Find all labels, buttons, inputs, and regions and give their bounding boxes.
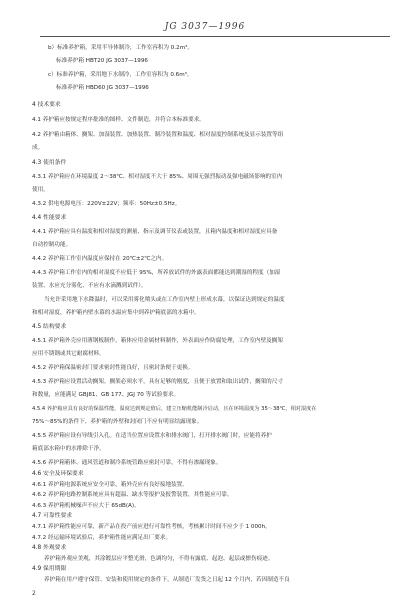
clause-4-5-6: 4.5.6 养护箱箱体、通风管道和制冷系统管路应密封可靠，不得有渗漏现象。 <box>32 460 222 466</box>
clause-4-2: 4.2 养护箱由箱体、搁架、加湿装置、加热装置、制冷装置和温度、相对湿度控制系统及显示装置等组 <box>32 132 284 138</box>
clause-4-5-5: 4.5.5 养护箱应设有导线引入孔。在适当位置应设置水和排水阀门，打开排水阀门时，应能将养护 <box>32 433 272 439</box>
clause-4-3-1-cont: 使用。 <box>32 187 49 193</box>
clause-4-5: 4.5 结构要求 <box>32 324 67 330</box>
clause-4-4-note: 当允许采用地下水降温时，可以采用雾化喷头或在工作室内壁上形成水幕，以保证达到规定的温度 <box>44 297 285 303</box>
clause-4-1: 4.1 养护箱应按规定程序批准的图样、文件制造，并符合本标准要求。 <box>32 117 205 123</box>
clause-4-5-4: 4.5.4 养护箱应具有良好的保温性能，温度达到规定值后，建立压缩机能制冷启动，且在环境温度为 35～38℃、相对湿度在 <box>32 406 317 412</box>
clause-4-6-2: 4.6.2 养护箱电路控制系统应具有超温、缺水等报护及报警装置，其性能应可靠。 <box>32 492 233 499</box>
clause-4-6-3: 4.6.3 养护箱机械噪声不应大于 65dB(A)。 <box>32 502 140 509</box>
clause-4-5-1-cont: 应用不锈钢或其它耐腐材料。 <box>32 351 105 357</box>
clause-4-4-1-cont: 自动控制功能。 <box>32 242 72 248</box>
clause-4-4: 4.4 性能要求 <box>32 215 67 221</box>
clause-4-8-1: 养护箱外观应美观，其涂镀层应平整光滑，色调均匀，不得有露底、起泡、起层或擦伤痕迹。 <box>44 555 274 562</box>
clause-4-6: 4.6 安全及环保要求 <box>32 471 84 477</box>
clause-4-5-4-cont: 75%～85%的条件下，养护箱的外壁和封闭门不应有明显结露现象。 <box>32 419 203 425</box>
clause-4-4-note-cont: 和相对湿度，养护箱内壁水幕的水温应集中到养护箱底部的水箱中。 <box>32 310 200 316</box>
clause-4-5-3-cont: 和数量，应能满足 GBJ81、GB 177、JGJ 70 等试验要求。 <box>32 392 180 398</box>
section-4-heading: 4 技术要求 <box>32 102 61 108</box>
clause-4-9-1: 养护箱在用户遵守保管、安装和使用规定的条件下，从制造厂发货之日起 12 个月内，若因制造不良 <box>44 577 290 583</box>
header-rule <box>40 36 390 37</box>
clause-4-5-3: 4.5.3 养护箱应设置活动搁架，搁架必须水平，具有足够的刚度，且便于放置和取出试件，搁架的尺寸 <box>32 379 283 385</box>
clause-4-7-2: 4.7.2 经运输环境试验后，养护箱性能应满足出厂要求。 <box>32 534 172 541</box>
clause-4-4-3-cont: 装置、水应充分雾化、不应有水滴溅到试件）。 <box>32 283 147 289</box>
item-c: c）标准养护箱，采用地下水制冷，工作室容积为 0.6m³。 <box>48 72 193 78</box>
item-c-mark: 标准养护箱 HBD60 JG 3037—1996 <box>56 85 149 91</box>
clause-4-3: 4.3 使用条件 <box>32 160 67 166</box>
clause-4-4-3: 4.4.3 养护箱工作室内的相对湿度不应低于 95%，所养放试件的外露表面都能达到潮湿的程度（加湿 <box>32 270 281 276</box>
clause-4-3-2: 4.3.2 供电电源电压：220V±22V；频率：50Hz±0.5Hz。 <box>32 201 181 207</box>
page-number: 2 <box>32 589 36 597</box>
running-header: JG 3037—1996 <box>164 22 246 32</box>
clause-4-7: 4.7 可靠性要求 <box>32 513 73 520</box>
clause-4-3-1: 4.3.1 养护箱应在环境温度 2～38℃、相对湿度不大于 85%、周围无强烈振动及强电磁场影响的室内 <box>32 174 283 180</box>
clause-4-9: 4.9 保用期限 <box>32 566 67 573</box>
item-b: b）标准养护箱，采用半导体制冷，工作室容积为 0.2m³。 <box>48 45 193 51</box>
clause-4-2-cont: 成。 <box>32 145 44 151</box>
clause-4-6-1: 4.6.1 养护箱电源系统应安全可靠，箱外壳应有良好接地装置。 <box>32 481 188 488</box>
clause-4-5-1: 4.5.1 养护箱外壳应用薄钢板制作，箱体应用金属材料制作，外表面应作防腐处理，工作室内壁及搁架 <box>32 338 283 344</box>
clause-4-5-5-cont: 箱底部水箱中的水排除干净。 <box>32 446 105 452</box>
clause-4-7-1: 4.7.1 养护箱性能应可靠，新产品在投产前应进行可靠性考核，考核累计时间不应少于 1 000h。 <box>32 524 271 530</box>
clause-4-4-2: 4.4.2 养护箱工作室内温度应保持在 20℃±2℃之内。 <box>32 256 168 262</box>
item-b-mark: 标准养护箱 HBT20 JG 3037—1996 <box>56 58 148 64</box>
clause-4-4-1: 4.4.1 养护箱应具有温度和相对湿度的测量、指示及调节仪表或装置，且箱内温度和相对湿度应具备 <box>32 229 278 235</box>
clause-4-8: 4.8 外观要求 <box>32 545 67 552</box>
clause-4-5-2: 4.5.2 养护箱保温密封门要求密封性能良好，且密封条便于更换。 <box>32 365 194 371</box>
